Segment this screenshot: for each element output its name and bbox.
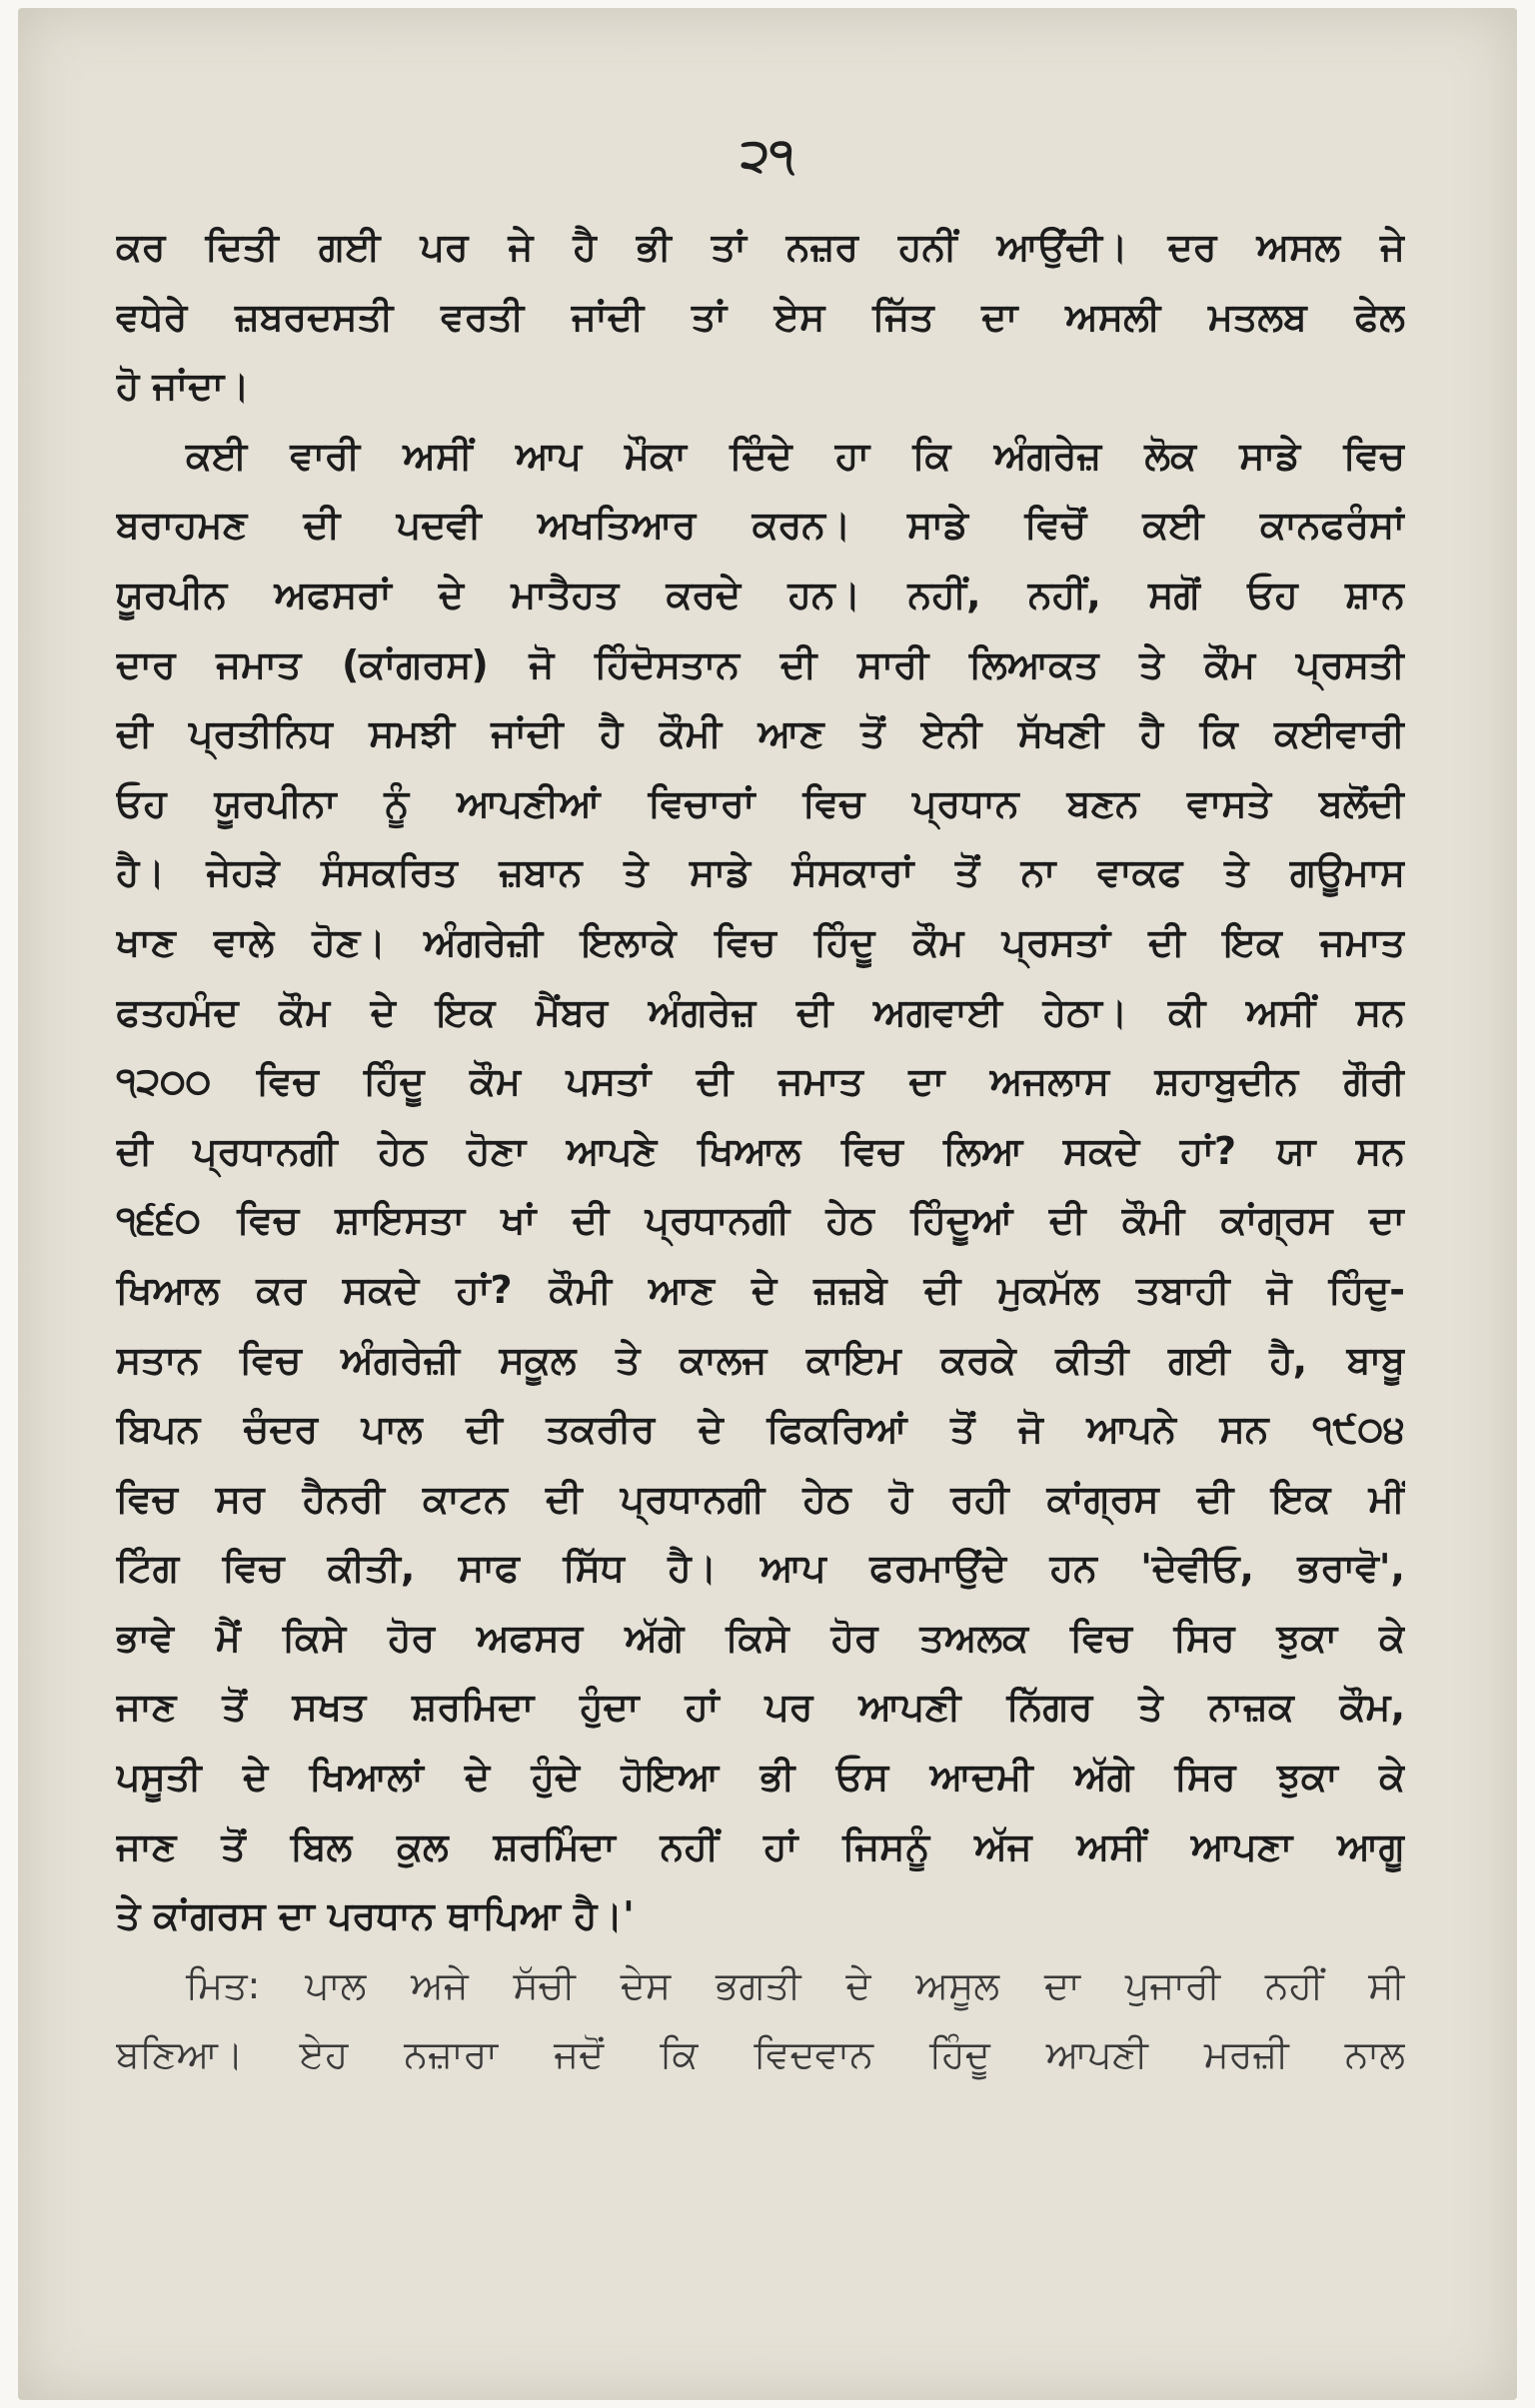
text-line: ਦੀ ਪ੍ਰਧਾਨਗੀ ਹੇਠ ਹੋਣਾ ਆਪਣੇ ਖਿਆਲ ਵਿਚ ਲਿਆ ਸਕਦੇ ਹਾਂ? ਯਾ ਸਨ: [116, 1128, 1405, 1173]
text-line: ਦਾਰ ਜਮਾਤ (ਕਾਂਗਰਸ) ਜੋ ਹਿੰਦੋਸਤਾਨ ਦੀ ਸਾਰੀ ਲਿਆਕਤ ਤੇ ਕੌਮ ਪ੍ਰਸਤੀ: [116, 641, 1405, 686]
text-line: ਤੇ ਕਾਂਗਰਸ ਦਾ ਪਰਧਾਨ ਥਾਪਿਆ ਹੈ।': [116, 1893, 635, 1938]
text-line: ਹੋ ਜਾਂਦਾ।: [116, 364, 250, 409]
text-line: ਮਿਤ: ਪਾਲ ਅਜੇ ਸੱਚੀ ਦੇਸ ਭਗਤੀ ਦੇ ਅਸੂਲ ਦਾ ਪੁਜਾਰੀ ਨਹੀਂ ਸੀ: [186, 1962, 1405, 2007]
text-line: ਓਹ ਯੂਰਪੀਨਾ ਨੂੰ ਆਪਣੀਆਂ ਵਿਚਾਰਾਂ ਵਿਚ ਪ੍ਰਧਾਨ ਬਣਨ ਵਾਸਤੇ ਬਲੋਂਦੀ: [116, 780, 1405, 825]
text-line: ਜਾਣ ਤੋਂ ਸਖਤ ਸ਼ਰਮਿਦਾ ਹੁੰਦਾ ਹਾਂ ਪਰ ਆਪਣੀ ਨਿੱਗਰ ਤੇ ਨਾਜ਼ਕ ਕੌਮ,: [116, 1685, 1405, 1730]
text-line: ਭਾਵੇ ਮੈਂ ਕਿਸੇ ਹੋਰ ਅਫਸਰ ਅੱਗੇ ਕਿਸੇ ਹੋਰ ਤਅਲਕ ਵਿਚ ਸਿਰ ਝੁਕਾ ਕੇ: [116, 1615, 1405, 1660]
text-line: ੧੨੦੦ ਵਿਚ ਹਿੰਦੂ ਕੌਮ ਪਸਤਾਂ ਦੀ ਜਮਾਤ ਦਾ ਅਜਲਾਸ ਸ਼ਹਾਬੁਦੀਨ ਗੌਰੀ: [116, 1059, 1405, 1104]
text-line: ਵਿਚ ਸਰ ਹੈਨਰੀ ਕਾਟਨ ਦੀ ਪ੍ਰਧਾਨਗੀ ਹੇਠ ਹੋ ਰਹੀ ਕਾਂਗ੍ਰਸ ਦੀ ਇਕ ਮੀਂ: [116, 1476, 1405, 1521]
text-line: ਖਿਆਲ ਕਰ ਸਕਦੇ ਹਾਂ? ਕੌਮੀ ਆਣ ਦੇ ਜ਼ਜ਼ਬੇ ਦੀ ਮੁਕਮੱਲ ਤਬਾਹੀ ਜੋ ਹਿੰਦੁ-: [116, 1267, 1405, 1312]
text-line: ਟਿੰਗ ਵਿਚ ਕੀਤੀ, ਸਾਫ ਸਿੱਧ ਹੈ। ਆਪ ਫਰਮਾਉਂਦੇ ਹਨ 'ਦੇਵੀਓ, ਭਰਾਵੋ',: [116, 1546, 1405, 1591]
page-body: [116, 213, 1405, 2090]
text-line: ਬਿਪਨ ਚੰਦਰ ਪਾਲ ਦੀ ਤਕਰੀਰ ਦੇ ਫਿਕਰਿਆਂ ਤੋਂ ਜੋ ਆਪਨੇ ਸਨ ੧੯੦੪: [116, 1407, 1405, 1452]
text-line: ਕਈ ਵਾਰੀ ਅਸੀਂ ਆਪ ਮੌਕਾ ਦਿੰਦੇ ਹਾ ਕਿ ਅੰਗਰੇਜ਼ ਲੋਕ ਸਾਡੇ ਵਿਚ: [186, 433, 1405, 478]
page-number: ੨੧: [741, 128, 794, 182]
text-line: ਯੂਰਪੀਨ ਅਫਸਰਾਂ ਦੇ ਮਾਤੈਹਤ ਕਰਦੇ ਹਨ। ਨਹੀਂ, ਨਹੀਂ, ਸਗੋਂ ਓਹ ਸ਼ਾਨ: [116, 572, 1405, 616]
text-line: ਕਰ ਦਿਤੀ ਗਈ ਪਰ ਜੇ ਹੈ ਭੀ ਤਾਂ ਨਜ਼ਰ ਹਨੀਂ ਆਉਂਦੀ। ਦਰ ਅਸਲ ਜੇ: [116, 225, 1405, 269]
book-page: [18, 8, 1517, 2400]
text-line: ਵਧੇਰੇ ਜ਼ਬਰਦਸਤੀ ਵਰਤੀ ਜਾਂਦੀ ਤਾਂ ਏਸ ਜਿੱਤ ਦਾ ਅਸਲੀ ਮਤਲਬ ਫੇਲ: [116, 294, 1405, 339]
text-line: ੧੬੬੦ ਵਿਚ ਸ਼ਾਇਸਤਾ ਖਾਂ ਦੀ ਪ੍ਰਧਾਨਗੀ ਹੇਠ ਹਿੰਦੂਆਂ ਦੀ ਕੌਮੀ ਕਾਂਗ੍ਰਸ ਦਾ: [116, 1198, 1405, 1243]
text-line: ਦੀ ਪ੍ਰਤੀਨਿਧ ਸਮਝੀ ਜਾਂਦੀ ਹੈ ਕੌਮੀ ਆਣ ਤੋਂ ਏਨੀ ਸੱਖਣੀ ਹੈ ਕਿ ਕਈਵਾਰੀ: [116, 711, 1405, 756]
text-line: ਬਰਾਹਮਣ ਦੀ ਪਦਵੀ ਅਖਤਿਆਰ ਕਰਨ। ਸਾਡੇ ਵਿਚੋਂ ਕਈ ਕਾਨਫਰੰਸਾਂ: [116, 503, 1405, 548]
text-line: ਬਣਿਆ। ਏਹ ਨਜ਼ਾਰਾ ਜਦੋਂ ਕਿ ਵਿਦਵਾਨ ਹਿੰਦੂ ਆਪਣੀ ਮਰਜ਼ੀ ਨਾਲ: [116, 2032, 1405, 2077]
text-line: ਪਸੂਤੀ ਦੇ ਖਿਆਲਾਂ ਦੇ ਹੁੰਦੇ ਹੋਇਆ ਭੀ ਓਸ ਆਦਮੀ ਅੱਗੇ ਸਿਰ ਝੁਕਾ ਕੇ: [116, 1755, 1405, 1800]
text-line: ਸਤਾਨ ਵਿਚ ਅੰਗਰੇਜ਼ੀ ਸਕੂਲ ਤੇ ਕਾਲਜ ਕਾਇਮ ਕਰਕੇ ਕੀਤੀ ਗਈ ਹੈ, ਬਾਬੂ: [116, 1337, 1405, 1382]
text-line: ਹੈ। ਜੇਹੜੇ ਸੰਸਕਰਿਤ ਜ਼ਬਾਨ ਤੇ ਸਾਡੇ ਸੰਸਕਾਰਾਂ ਤੋਂ ਨਾ ਵਾਕਫ ਤੇ ਗਊਮਾਸ: [116, 850, 1405, 895]
text-line: ਫਤਹਮੰਦ ਕੌਮ ਦੇ ਇਕ ਮੈਂਬਰ ਅੰਗਰੇਜ਼ ਦੀ ਅਗਵਾਈ ਹੇਠਾ। ਕੀ ਅਸੀਂ ਸਨ: [116, 989, 1405, 1034]
text-line: ਖਾਣ ਵਾਲੇ ਹੋਣ। ਅੰਗਰੇਜ਼ੀ ਇਲਾਕੇ ਵਿਚ ਹਿੰਦੂ ਕੌਮ ਪ੍ਰਸਤਾਂ ਦੀ ਇਕ ਜਮਾਤ: [116, 919, 1405, 964]
text-line: ਜਾਣ ਤੋਂ ਬਿਲ ਕੁਲ ਸ਼ਰਮਿੰਦਾ ਨਹੀਂ ਹਾਂ ਜਿਸਨੂੰ ਅੱਜ ਅਸੀਂ ਆਪਣਾ ਆਗੂ: [116, 1823, 1405, 1868]
